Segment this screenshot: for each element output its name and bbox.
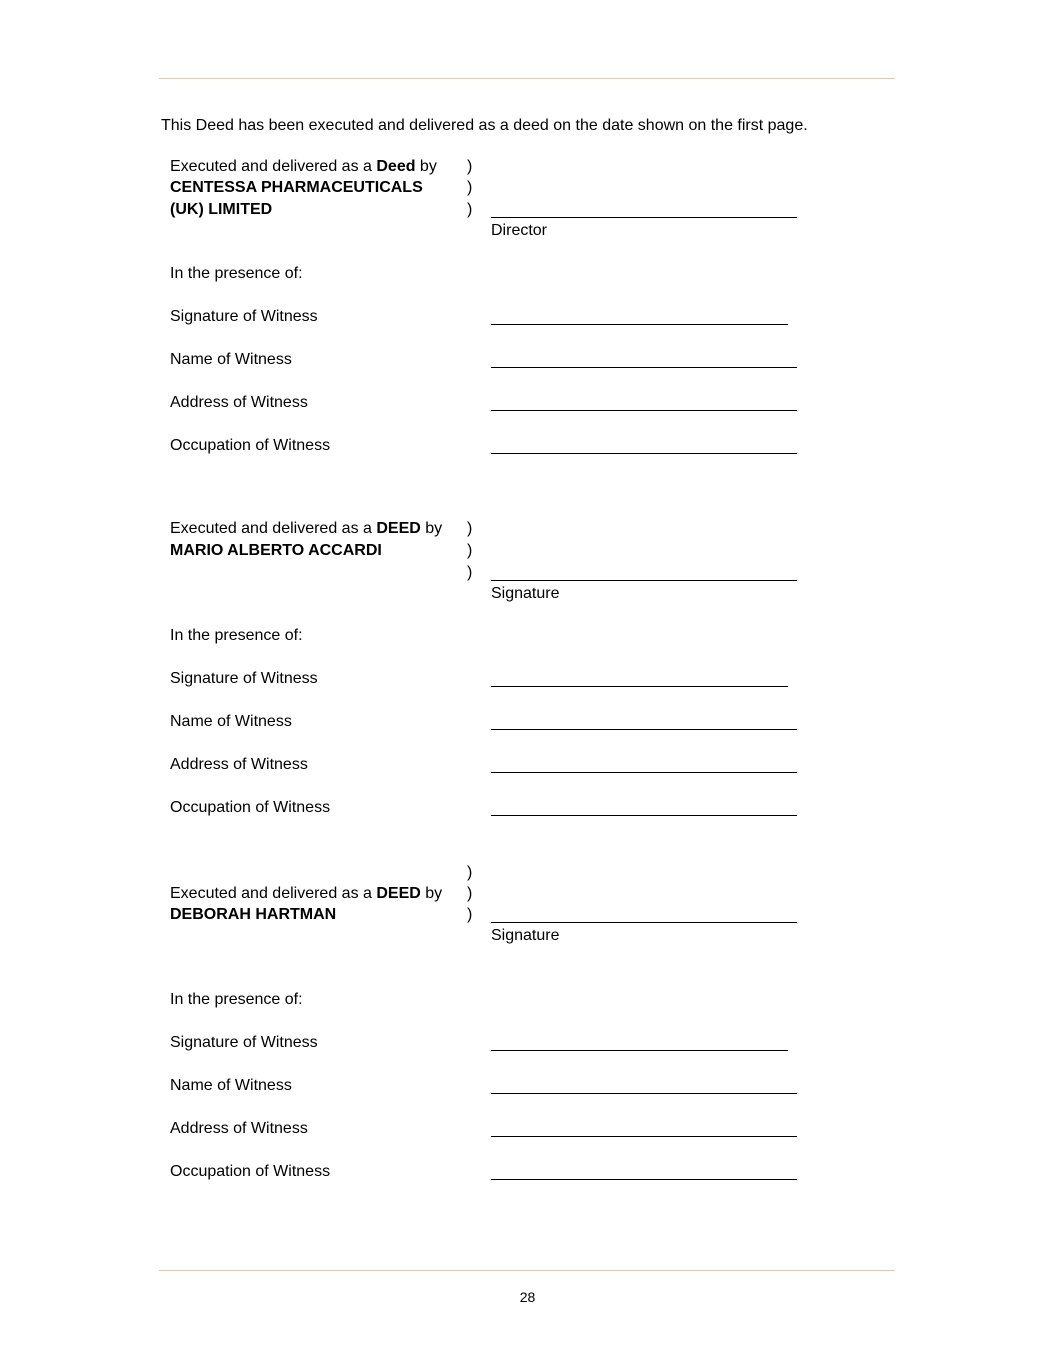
witness-signature-label: Signature of Witness (170, 670, 318, 687)
party-name-line2: (UK) LIMITED (170, 201, 273, 218)
witness-name-label: Name of Witness (170, 1077, 292, 1094)
execution-suffix: by (420, 885, 443, 902)
bracket: ) (467, 542, 473, 559)
signature-caption: Director (491, 222, 548, 239)
page-number: 28 (519, 1289, 536, 1305)
execution-line (170, 520, 442, 538)
witness-address-line[interactable] (491, 772, 797, 773)
bracket: ) (467, 885, 473, 902)
signature-caption: Signature (491, 585, 560, 602)
witness-signature-line[interactable] (491, 1050, 788, 1051)
party-name-line1: MARIO ALBERTO ACCARDI (170, 542, 382, 559)
execution-prefix: Executed and delivered as a (170, 520, 377, 537)
signature-caption: Signature (491, 927, 560, 944)
witness-name-label: Name of Witness (170, 351, 292, 368)
signature-line[interactable] (491, 580, 797, 581)
execution-prefix: Executed and delivered as a (170, 885, 377, 902)
witness-occupation-label: Occupation of Witness (170, 437, 331, 454)
witness-occupation-label: Occupation of Witness (170, 799, 331, 816)
witness-occupation-line[interactable] (491, 815, 797, 816)
witness-occupation-line[interactable] (491, 1179, 797, 1180)
execution-suffix: by (420, 520, 443, 537)
footer-rule (159, 1270, 895, 1271)
presence-label: In the presence of: (170, 991, 303, 1008)
witness-address-line[interactable] (491, 410, 797, 411)
witness-address-label: Address of Witness (170, 394, 308, 411)
bracket: ) (467, 158, 473, 175)
witness-name-line[interactable] (491, 367, 797, 368)
execution-suffix: by (415, 158, 437, 175)
witness-address-label: Address of Witness (170, 1120, 308, 1137)
execution-line (170, 885, 442, 903)
bracket: ) (467, 564, 473, 581)
signature-line[interactable] (491, 217, 797, 218)
witness-occupation-line[interactable] (491, 453, 797, 454)
execution-keyword: Deed (376, 158, 416, 175)
bracket: ) (467, 201, 473, 218)
witness-name-line[interactable] (491, 729, 797, 730)
bracket: ) (467, 864, 473, 881)
execution-line (170, 158, 437, 176)
witness-signature-label: Signature of Witness (170, 308, 318, 325)
witness-name-label: Name of Witness (170, 713, 292, 730)
header-rule (159, 78, 895, 79)
bracket: ) (467, 906, 473, 923)
execution-prefix: Executed and delivered as a (170, 158, 377, 175)
witness-occupation-label: Occupation of Witness (170, 1163, 331, 1180)
intro-text: This Deed has been executed and delivered as a deed on the date shown on the first page. (161, 117, 808, 134)
witness-address-label: Address of Witness (170, 756, 308, 773)
signature-line[interactable] (491, 922, 797, 923)
witness-signature-line[interactable] (491, 324, 788, 325)
execution-keyword: DEED (376, 520, 421, 537)
witness-address-line[interactable] (491, 1136, 797, 1137)
bracket: ) (467, 520, 473, 537)
presence-label: In the presence of: (170, 265, 303, 282)
party-name-line1: DEBORAH HARTMAN (170, 906, 337, 923)
witness-name-line[interactable] (491, 1093, 797, 1094)
bracket: ) (467, 179, 473, 196)
presence-label: In the presence of: (170, 627, 303, 644)
execution-keyword: DEED (376, 885, 421, 902)
witness-signature-label: Signature of Witness (170, 1034, 318, 1051)
party-name-line1: CENTESSA PHARMACEUTICALS (170, 179, 423, 196)
witness-signature-line[interactable] (491, 686, 788, 687)
